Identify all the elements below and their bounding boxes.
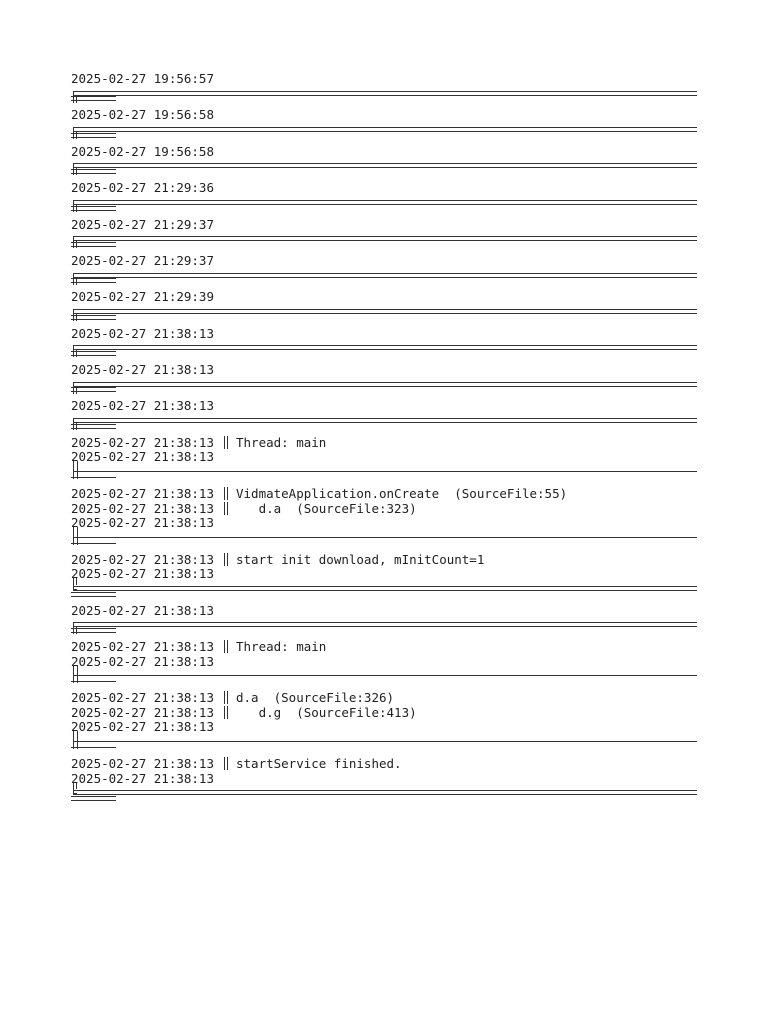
log-line	[71, 290, 697, 305]
log-line	[71, 772, 697, 787]
log-timestamp: 2025-02-27 19:56:58	[71, 107, 214, 123]
box-divider-tail	[71, 744, 697, 751]
box-divider-tail	[71, 678, 697, 685]
box-vertical-border	[224, 436, 228, 449]
log-line	[71, 720, 697, 735]
log-line	[71, 604, 697, 619]
log-timestamp: 2025-02-27 21:38:13	[71, 602, 214, 618]
box-divider-tail	[71, 474, 697, 481]
log-line	[71, 655, 697, 670]
log-message: d.a (SourceFile:326)	[236, 690, 395, 706]
log-timestamp: 2025-02-27 21:38:13	[71, 515, 214, 531]
log-timestamp: 2025-02-27 21:38:13	[71, 362, 214, 377]
log-message: d.a (SourceFile:323)	[236, 500, 417, 516]
log-timestamp: 2025-02-27 21:38:13	[71, 325, 214, 341]
box-border-tail	[71, 241, 697, 248]
box-vertical-border	[224, 502, 228, 515]
box-vertical-border	[224, 553, 228, 566]
log-message: Thread: main	[236, 639, 327, 654]
log-line	[71, 327, 697, 342]
log-line	[71, 363, 697, 378]
box-border-tail	[71, 627, 697, 634]
log-timestamp: 2025-02-27 21:29:37	[71, 252, 214, 268]
log-document	[71, 72, 697, 808]
log-line	[71, 436, 697, 451]
log-timestamp: 2025-02-27 21:38:13	[71, 449, 214, 465]
log-timestamp: 2025-02-27 21:38:13	[71, 755, 214, 771]
box-border-tail	[71, 591, 697, 598]
box-border-tail	[71, 386, 697, 393]
log-timestamp: 2025-02-27 19:56:58	[71, 143, 214, 159]
log-message: VidmateApplication.onCreate (SourceFile:55)	[236, 485, 568, 501]
box-border-tail	[71, 95, 697, 102]
box-border-tail	[71, 205, 697, 212]
log-timestamp: 2025-02-27 21:38:13	[71, 770, 214, 786]
log-line	[71, 145, 697, 160]
log-timestamp: 2025-02-27 21:38:13	[71, 566, 214, 582]
log-line	[71, 502, 697, 517]
log-timestamp: 2025-02-27 21:38:13	[71, 500, 214, 516]
log-line	[71, 254, 697, 269]
log-timestamp: 2025-02-27 21:38:13	[71, 704, 214, 720]
box-border-tail	[71, 277, 697, 284]
log-line	[71, 72, 697, 87]
log-line	[71, 757, 697, 772]
log-timestamp: 2025-02-27 21:38:13	[71, 653, 214, 669]
log-line	[71, 516, 697, 531]
box-border-tail	[71, 350, 697, 357]
log-line	[71, 553, 697, 568]
log-timestamp: 2025-02-27 21:38:13	[71, 485, 214, 501]
log-timestamp: 2025-02-27 21:38:13	[71, 551, 214, 567]
log-timestamp: 2025-02-27 21:38:13	[71, 719, 214, 735]
log-timestamp: 2025-02-27 21:29:39	[71, 289, 214, 305]
box-vertical-border	[224, 487, 228, 500]
log-line	[71, 399, 697, 414]
box-divider-tail	[71, 540, 697, 547]
log-line	[71, 691, 697, 706]
box-border-tail	[71, 423, 697, 430]
log-message: start init download, mInitCount=1	[236, 551, 485, 567]
box-border-tail	[71, 314, 697, 321]
log-line	[71, 108, 697, 123]
log-line	[71, 181, 697, 196]
log-message: startService finished.	[236, 755, 402, 771]
log-line	[71, 218, 697, 233]
log-timestamp: 2025-02-27 21:38:13	[71, 690, 214, 706]
log-message: Thread: main	[236, 434, 327, 450]
box-vertical-border	[224, 706, 228, 719]
log-line	[71, 640, 697, 655]
log-timestamp: 2025-02-27 21:38:13	[71, 639, 214, 654]
log-message: d.g (SourceFile:413)	[236, 704, 417, 720]
box-border-tail	[71, 795, 697, 802]
log-line	[71, 706, 697, 721]
log-line	[71, 567, 697, 582]
log-line	[71, 450, 697, 465]
box-vertical-border	[224, 757, 228, 770]
box-vertical-border	[224, 640, 228, 653]
log-timestamp: 2025-02-27 21:29:37	[71, 216, 214, 232]
box-vertical-border	[224, 691, 228, 704]
log-timestamp: 2025-02-27 21:38:13	[71, 398, 214, 414]
box-border-tail	[71, 132, 697, 139]
log-timestamp: 2025-02-27 21:29:36	[71, 180, 214, 196]
log-timestamp: 2025-02-27 21:38:13	[71, 434, 214, 450]
log-line	[71, 487, 697, 502]
log-timestamp: 2025-02-27 19:56:57	[71, 71, 214, 86]
box-border-tail	[71, 168, 697, 175]
